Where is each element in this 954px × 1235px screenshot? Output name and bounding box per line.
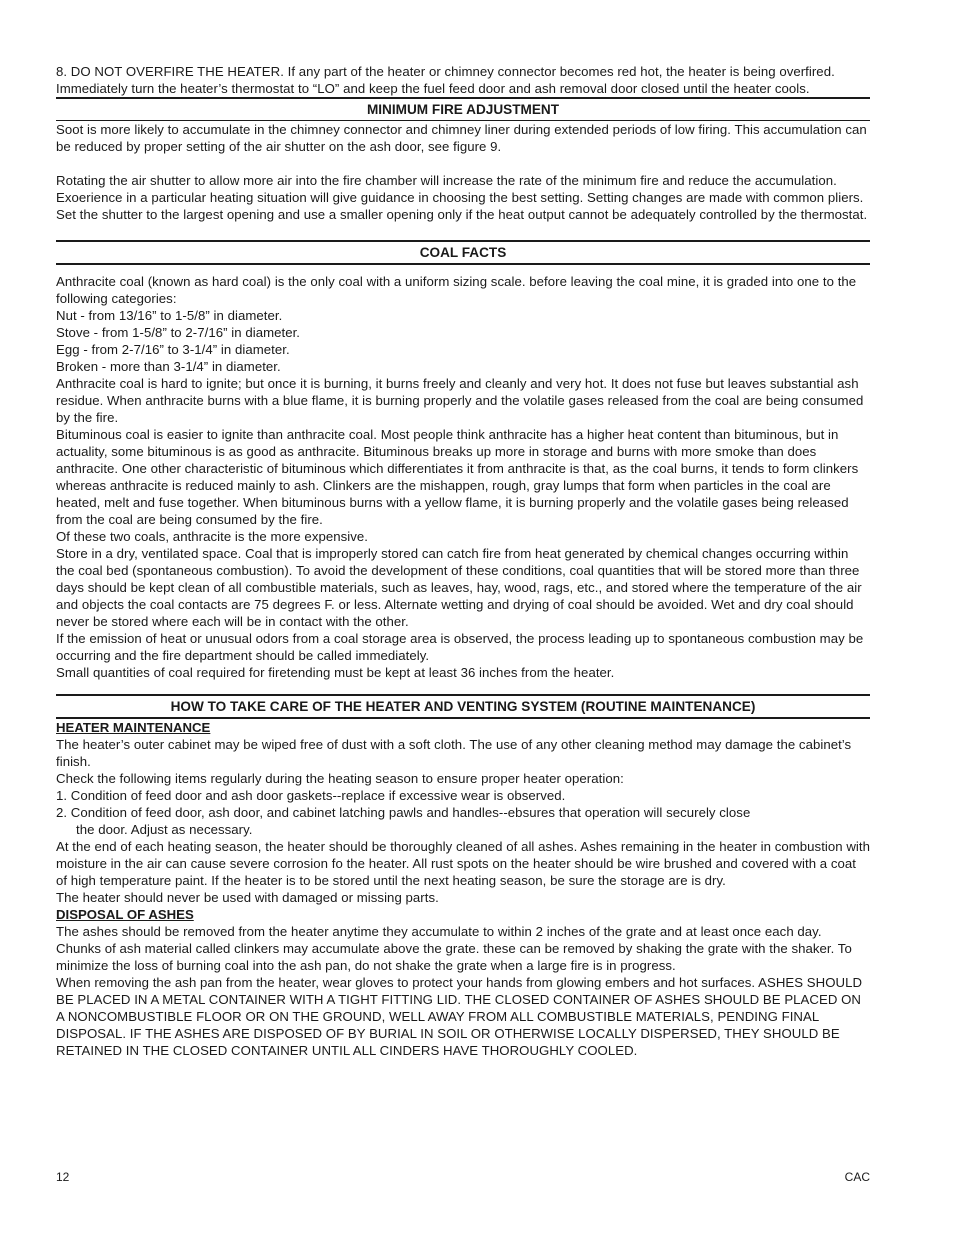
disposal-of-ashes-subheading: DISPOSAL OF ASHES (56, 907, 194, 922)
ash-container-paragraph: When removing the ash pan from the heater, wear gloves to protect your hands from glowing embers and hot surfaces. ASHES SHOULD BE PLACED IN A METAL CONTAINER WITH A TIGHT FITTING LID. THE CLOSED CONTAINER OF ASHES SHOULD BE PLACED ON A NONCOMBUSTIBLE FLOOR OR ON THE GROUND, WELL AWAY FROM ALL COMBUSTIBLE MATERIALS, PENDING FINAL DISPOSAL. IF THE ASHES ARE DISPOSED OF BY BURIAL IN SOIL OR OTHERWISE LOCALLY DISPERSED, THEY SHOULD BE RETAINED IN THE CLOSED CONTAINER UNTIL ALL CINDERS HAVE THOROUGHLY COOLED. (56, 975, 863, 1058)
coal-facts-intro: Anthracite coal (known as hard coal) is the only coal with a uniform sizing scale. before leaving the coal mine, it is graded into one to the following categories: (56, 274, 857, 306)
anthracite-paragraph: Anthracite coal is hard to ignite; but once it is burning, it burns freely and cleanly and very hot. It does not fuse but leaves substantial ash residue. When anthracite burns with a blue flame, it is burning properly and the volatile gases released from the coal are being consumed by the fire. (56, 376, 864, 425)
damaged-parts-paragraph: The heater should never be used with damaged or missing parts. (56, 890, 439, 905)
storage-paragraph: Store in a dry, ventilated space. Coal that is improperly stored can catch fire from heat generated by chemical changes occurring within the coal bed (spontaneous combustion). To avoid the development of these conditions, coal quantities that will be stored more than three days should be kept clean of all combustible materials, such as leaves, hay, wood, rags, etc., and stored where the temperature of the air and objects the coal contacts are 75 degrees F. or less. Alternate wetting and drying of coal should be avoided. Wet and dry coal should never be stored where each will be in contact with the other. (56, 546, 862, 629)
coal-size-nut: Nut - from 13/16” to 1-5/8” in diameter. (56, 308, 283, 323)
min-fire-heading: MINIMUM FIRE ADJUSTMENT (366, 102, 560, 117)
coal-size-egg: Egg - from 2-7/16” to 3-1/4” in diameter. (56, 342, 290, 357)
document-page (56, 63, 870, 1059)
end-of-season-paragraph: At the end of each heating season, the heater should be thoroughly cleaned of all ashes. Ashes remaining in the heater in combustion with moisture in the air can cause severe corrosion fo the heater. All rust spots on the heater should be wire brushed and covered with a coat of high temperature paint. If the heater is to be stored until the next heating season, be sure the storage are is dry. (56, 839, 871, 888)
clearance-paragraph: Small quantities of coal required for firetending must be kept at least 36 inches from the heater. (56, 665, 615, 680)
coal-size-stove: Stove - from 1-5/8” to 2-7/16” in diameter. (56, 325, 301, 340)
min-fire-paragraph-2: Rotating the air shutter to allow more air into the fire chamber will increase the rate of the minimum fire and reduce the accumulation. Exoerience in a particular heating situation will give guidance in choosing the best setting. Setting changes are made with common pliers. Set the shutter to the largest opening and use a smaller opening only if the heat output cannot be adequately controlled by the thermostat. (56, 173, 868, 222)
list-item-continuation: the door. Adjust as necessary. (76, 822, 253, 837)
document-code: CAC (844, 1170, 870, 1184)
min-fire-paragraph-1: Soot is more likely to accumulate in the chimney connector and chimney liner during extended periods of low firing. This accumulation can be reduced by proper setting of the air shutter on the ash door, see figure 9. (56, 122, 867, 154)
coal-size-broken: Broken - more than 3-1/4” in diameter. (56, 359, 281, 374)
page-number: 12 (56, 1170, 70, 1184)
overfire-warning: 8. DO NOT OVERFIRE THE HEATER. If any part of the heater or chimney connector becomes red hot, the heater is being overfired. Immediately turn the heater’s thermostat to “LO” and keep the fuel feed door and ash removal door closed until the heater cools. (56, 64, 835, 96)
coal-facts-heading: COAL FACTS (419, 245, 507, 260)
cabinet-cleaning-paragraph: The heater’s outer cabinet may be wiped free of dust with a soft cloth. The use of any other cleaning method may damage the cabinet’s finish. (56, 737, 852, 769)
bituminous-paragraph: Bituminous coal is easier to ignite than anthracite coal. Most people think anthracite has a higher heat content than bituminous, but in actuality, some bituminous is as good as anthracite. Bituminous breaks up more in storage and burns with more smoke than does anthracite. One other characteristic of bituminous which differentiates it from anthracite is that, as the coal burns, it tends to form clinkers whereas anthracite is reduced mainly to ash. Clinkers are the mishappen, rough, gray lumps that form when particles in the coal are heated, melt and fuse together. When bituminous burns with a yellow flame, it is burning properly and the volatile gases being released from the coal are being consumed by the fire. (56, 427, 859, 527)
maintenance-heading: HOW TO TAKE CARE OF THE HEATER AND VENTING SYSTEM (ROUTINE MAINTENANCE) (170, 699, 756, 714)
emission-paragraph: If the emission of heat or unusual odors from a coal storage area is observed, the process leading up to spontaneous combustion may be occurring and the fire department should be called immediately. (56, 631, 864, 663)
list-item: 1. Condition of feed door and ash door gaskets--replace if excessive wear is observed. (56, 788, 566, 803)
check-items-paragraph: Check the following items regularly during the heating season to ensure proper heater operation: (56, 771, 624, 786)
cost-paragraph: Of these two coals, anthracite is the more expensive. (56, 529, 368, 544)
heater-maintenance-subheading: HEATER MAINTENANCE (56, 720, 211, 735)
list-item: 2. Condition of feed door, ash door, and cabinet latching pawls and handles--ebsures that operation will securely close (56, 805, 751, 820)
ash-removal-paragraph: The ashes should be removed from the heater anytime they accumulate to within 2 inches of the grate and at least once each day. Chunks of ash material called clinkers may accumulate above the grate. these can be removed by shaking the grate with the shaker. To minimize the loss of burning coal into the ash pan, do not shake the grate when a large fire is in progress. (56, 924, 852, 973)
